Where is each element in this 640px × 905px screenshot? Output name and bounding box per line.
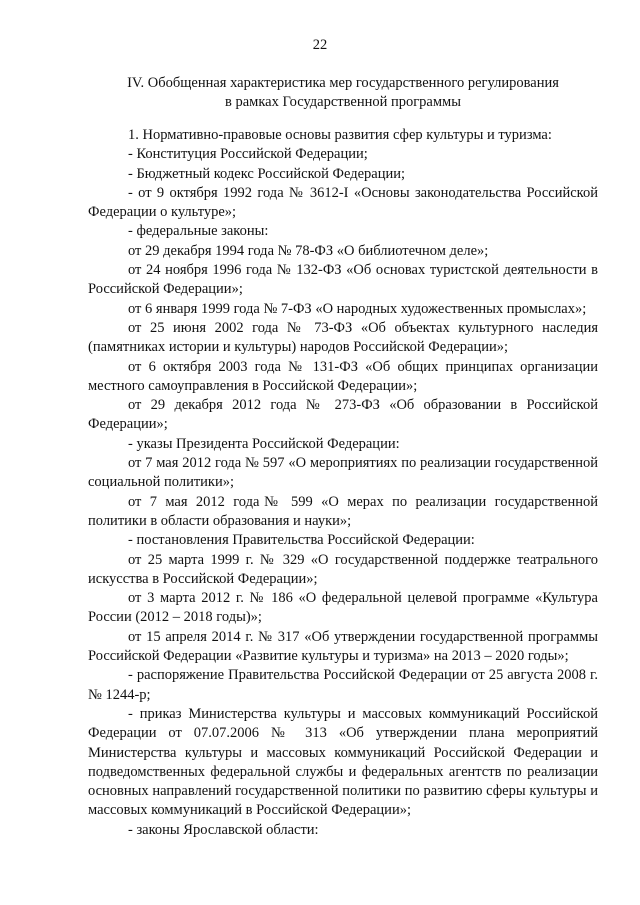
document-body bbox=[88, 126, 598, 840]
resolution-329: от 25 марта 1999 г. № 329 «О государственной поддержке театрального искусства в Российской Федерации»; bbox=[88, 551, 598, 587]
law-education: от 29 декабря 2012 года № 273-ФЗ «Об образовании в Российской Федерации»; bbox=[88, 397, 598, 433]
law-folk-crafts: от 6 января 1999 года № 7-ФЗ «О народных художественных промыслах»; bbox=[128, 300, 587, 317]
section-heading bbox=[88, 74, 598, 112]
section-heading-line-2: в рамках Государственной программы bbox=[225, 94, 461, 110]
law-cultural-heritage: от 25 июня 2002 года № 73-ФЗ «Об объектах культурного наследия (памятниках истории и культуры) народов Российской Федерации»; bbox=[88, 319, 598, 356]
resolution-317: от 15 апреля 2014 г. № 317 «Об утверждении государственной программы Российской Федерации «Развитие культуры и туризма» на 2013 – 2020 годы»; bbox=[88, 628, 598, 665]
list-item-constitution: - Конституция Российской Федерации; bbox=[128, 146, 368, 163]
list-item-federal-laws: - федеральные законы: bbox=[128, 223, 269, 240]
decree-599: от 7 мая 2012 года№ 599 «О мерах по реализации государственной политики в области образования и науки»; bbox=[88, 493, 598, 529]
list-item-ministry-order: - приказ Министерства культуры и массовых коммуникаций Российской Федерации от 07.07.2006 № 313 «Об утверждении плана мероприятий Министерства культуры и массовых коммуникаций Российской Федерации и подведомственных федеральной службы и федеральных агентств по реализации основных направлений государственной политики по развитию сферы культуры и массовых коммуникаций в Российской Федерации»; bbox=[88, 705, 598, 819]
page-number: 22 bbox=[312, 37, 328, 53]
list-item-culture-law-basics: - от 9 октября 1992 года № 3612-I «Основы законодательства Российской Федерации о культуре»; bbox=[88, 184, 598, 221]
law-local-government: от 6 октября 2003 года № 131-ФЗ «Об общих принципах организации местного самоуправления в Российской Федерации»; bbox=[88, 358, 598, 394]
paragraph-intro: 1. Нормативно-правовые основы развития сфер культуры и туризма: bbox=[128, 127, 552, 143]
law-tourism: от 24 ноября 1996 года № 132-ФЗ «Об основах туристской деятельности в Российской Федерации»; bbox=[88, 262, 598, 298]
law-library: от 29 декабря 1994 года № 78-ФЗ «О библиотечном деле»; bbox=[128, 242, 489, 259]
list-item-yaroslavl-laws: - законы Ярославской области: bbox=[128, 821, 319, 838]
section-heading-line-1: IV. Обобщенная характеристика мер государственного регулирования bbox=[127, 75, 559, 91]
resolution-186: от 3 марта 2012 г. № 186 «О федеральной целевой программе «Культура России (2012 – 2018 годы)»; bbox=[88, 590, 598, 626]
list-item-government-order: - распоряжение Правительства Российской Федерации от 25 августа 2008 г. № 1244-р; bbox=[88, 667, 598, 703]
decree-597: от 7 мая 2012 года № 597 «О мероприятиях по реализации государственной социальной политики»; bbox=[88, 455, 598, 491]
list-item-government-resolutions: - постановления Правительства Российской Федерации: bbox=[128, 532, 475, 549]
list-item-presidential-decrees: - указы Президента Российской Федерации: bbox=[128, 435, 400, 452]
list-item-budget-code: - Бюджетный кодекс Российской Федерации; bbox=[128, 165, 406, 182]
